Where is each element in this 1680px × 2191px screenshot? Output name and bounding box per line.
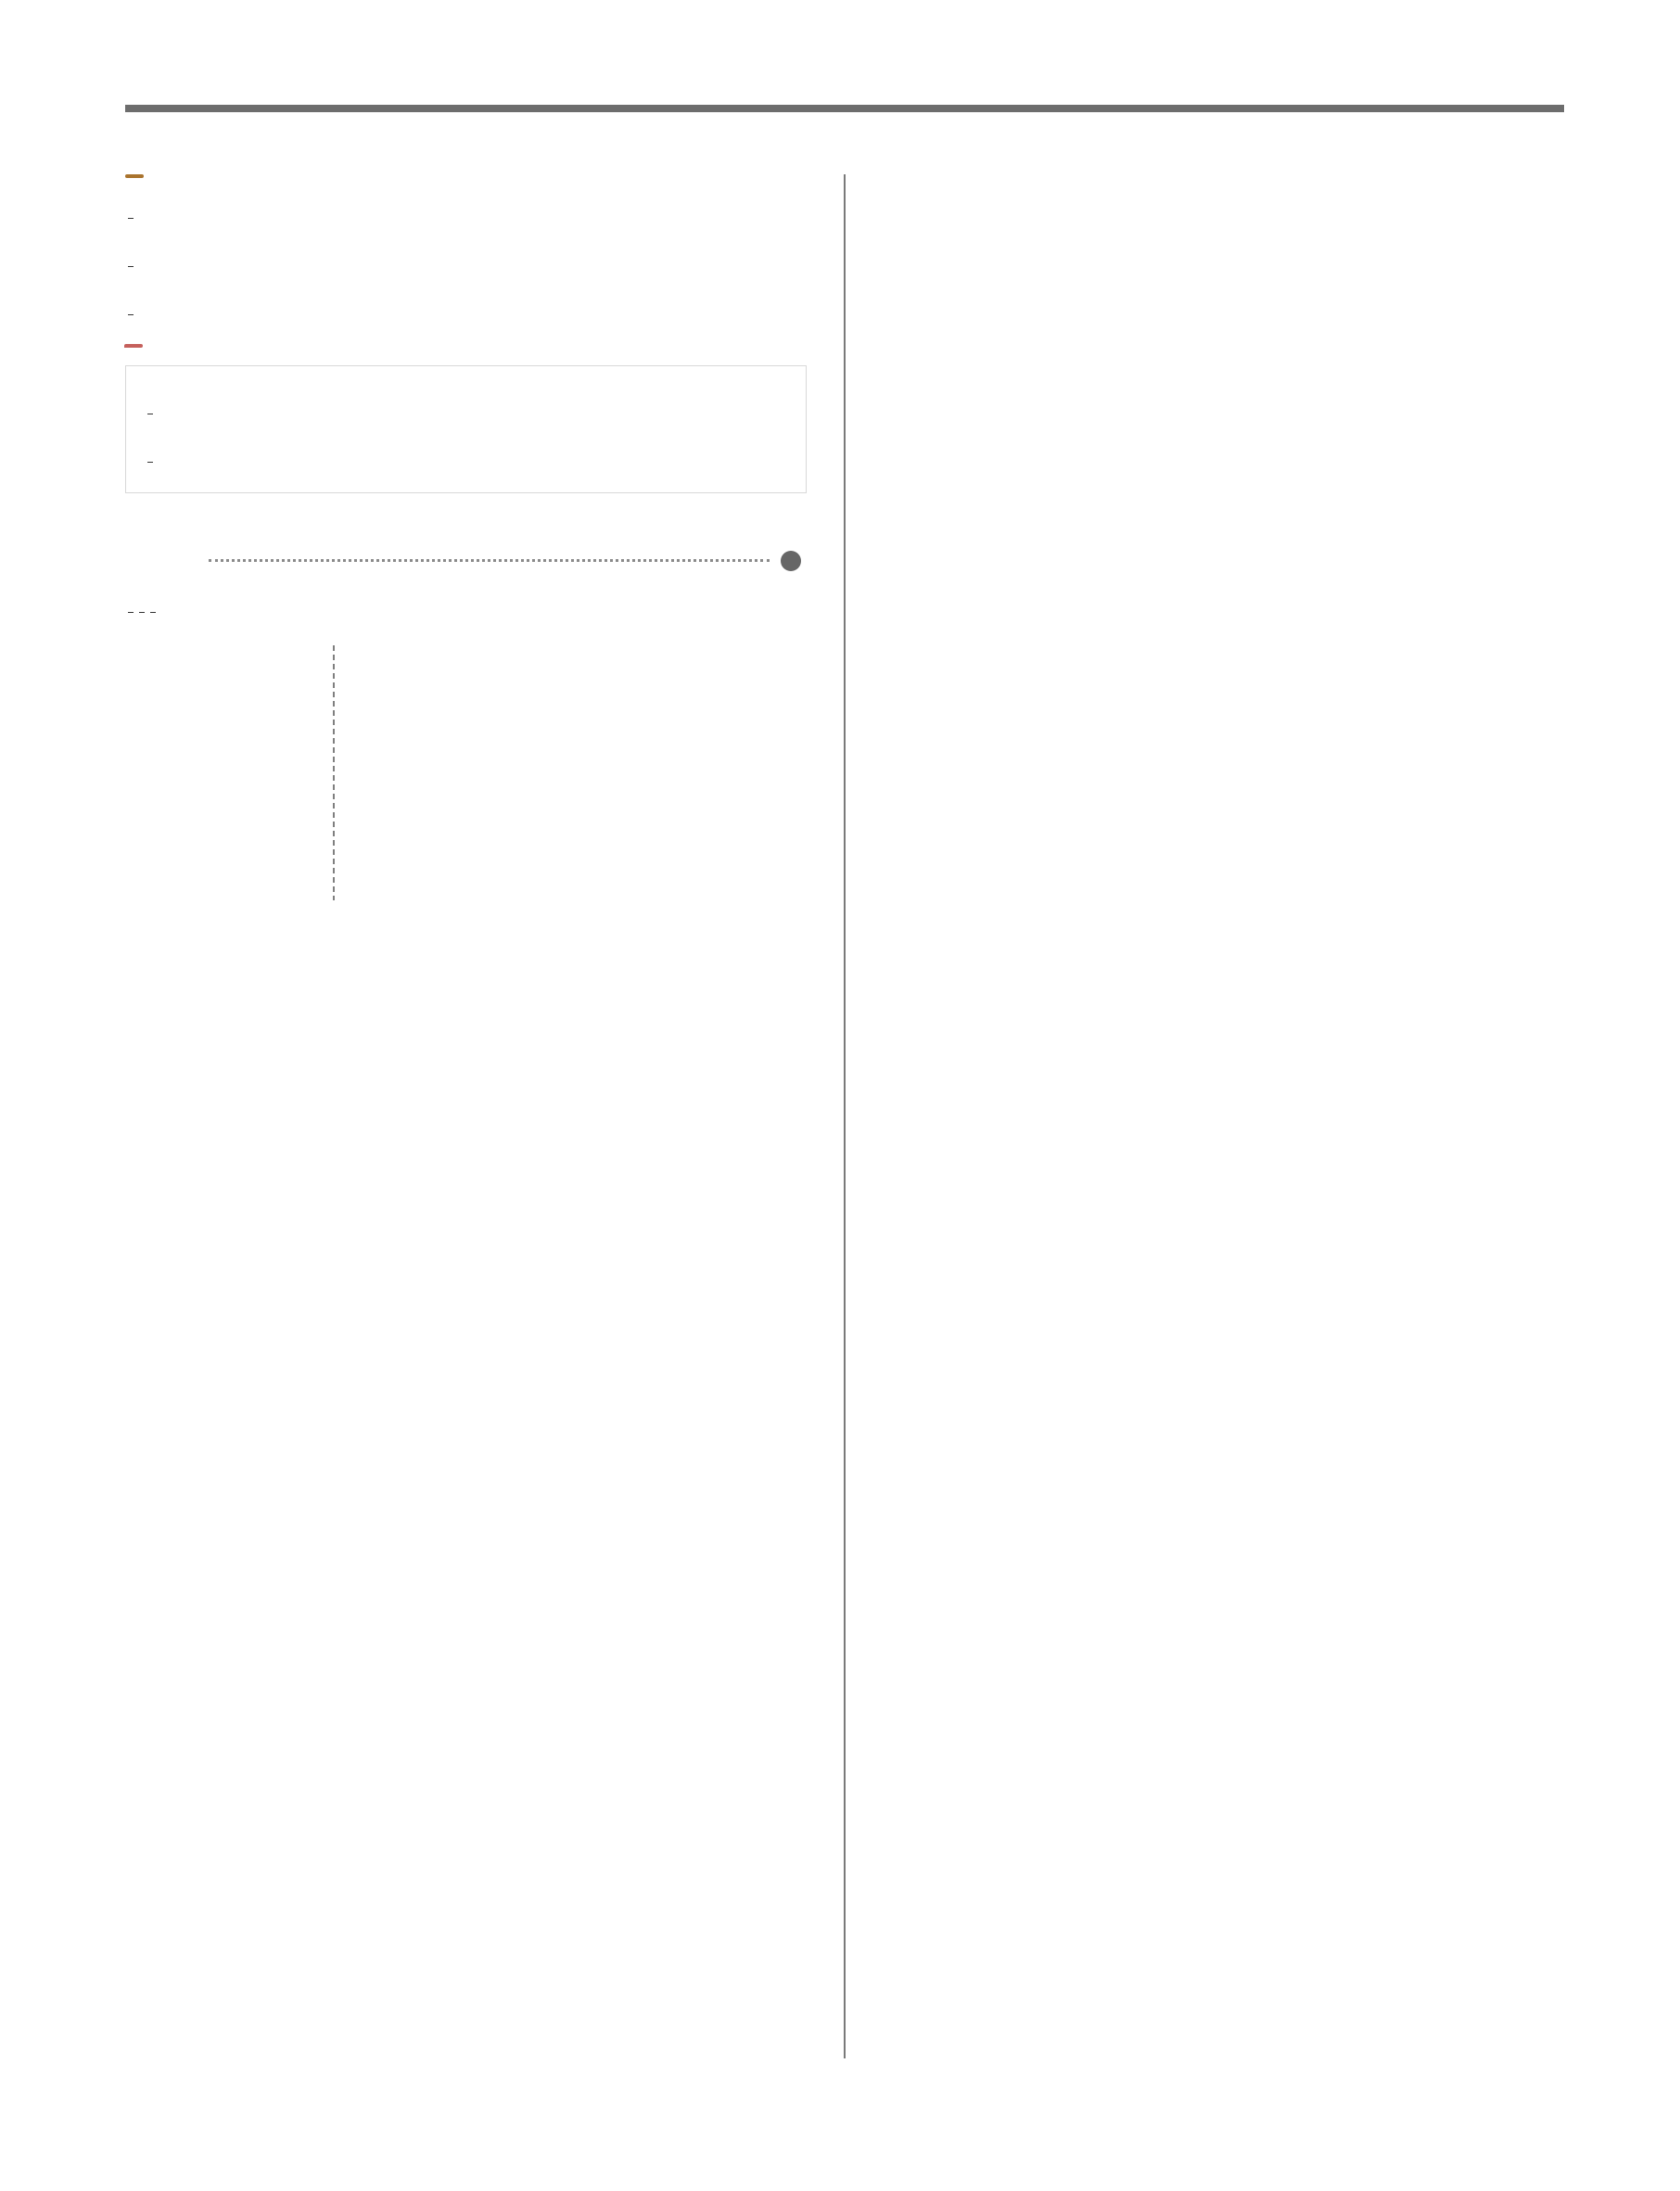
- tip-box: [125, 365, 807, 493]
- text-line: [125, 592, 807, 630]
- top-rule: [125, 105, 1564, 112]
- text-line: [145, 394, 789, 431]
- answer: [781, 549, 807, 572]
- answer-icon: [781, 551, 801, 571]
- text-line: [125, 295, 807, 332]
- rational-function-graph: [125, 641, 807, 910]
- tip-tag: [124, 344, 143, 348]
- column-divider: [844, 174, 846, 2058]
- leader-dots: [209, 559, 770, 562]
- left-column: [125, 165, 807, 915]
- alt-solution-badge: [125, 174, 144, 178]
- text-line: [145, 442, 789, 479]
- fraction: [128, 314, 134, 315]
- fraction: [128, 218, 134, 219]
- problem-header-335: [125, 549, 807, 572]
- text-line: [125, 198, 807, 236]
- fraction: [147, 462, 153, 463]
- fraction: [128, 266, 134, 267]
- text-line: [125, 247, 807, 284]
